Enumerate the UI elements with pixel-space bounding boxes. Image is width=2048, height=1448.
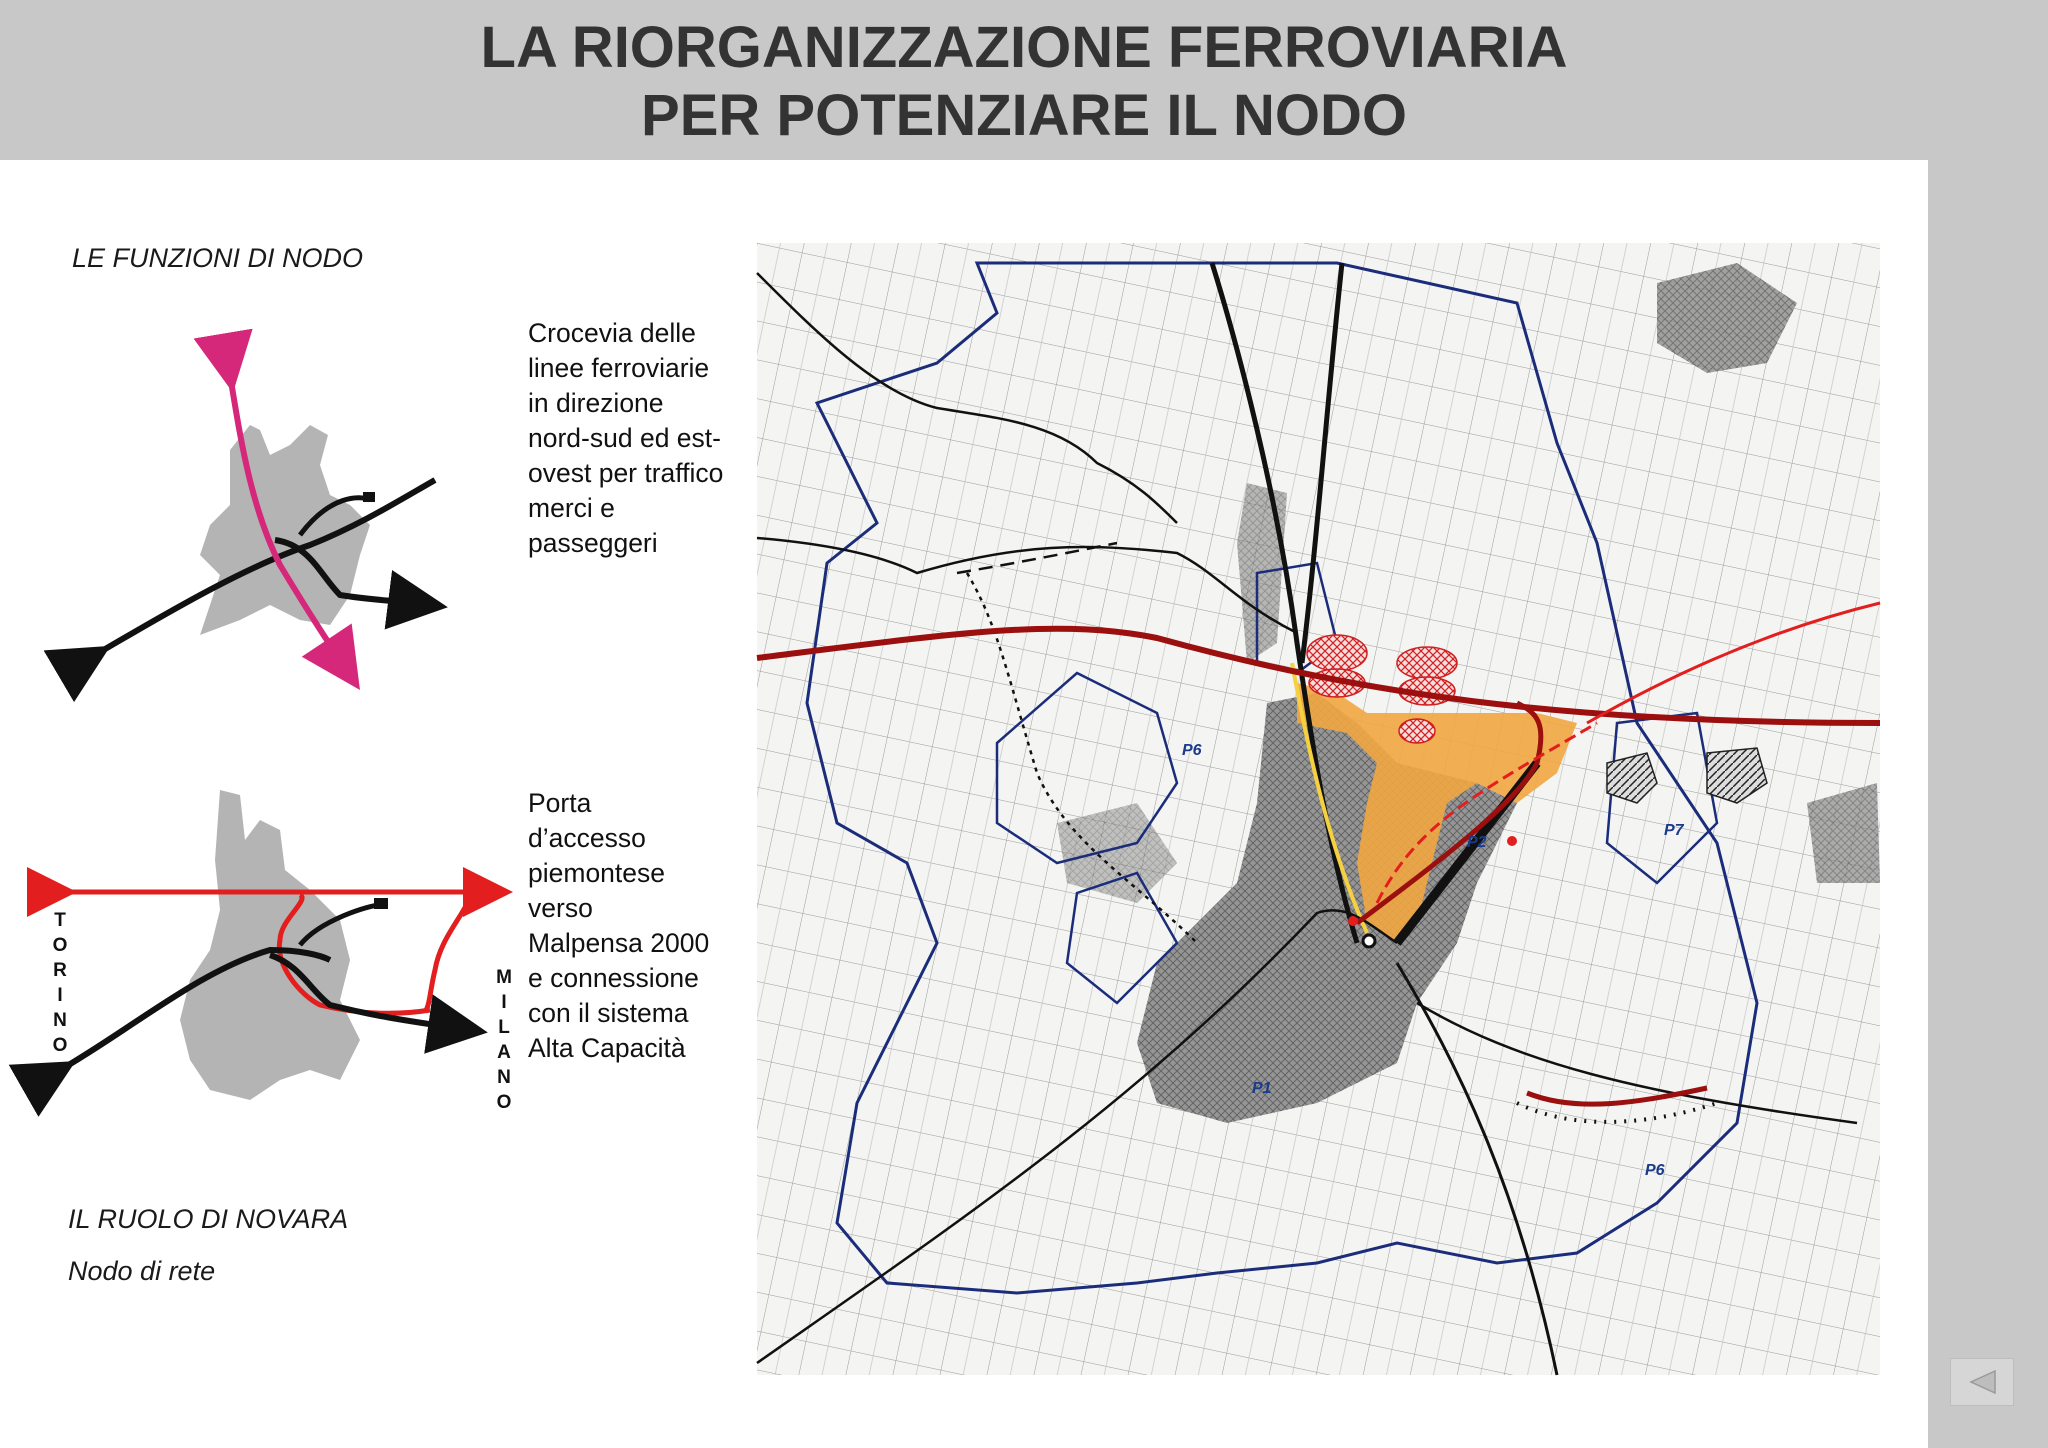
- rail-link-red-2: [425, 898, 470, 1012]
- city-label-milano: [492, 965, 516, 1115]
- desc2-line: verso: [528, 893, 593, 923]
- letter: O: [52, 1035, 68, 1056]
- header-bar: [0, 0, 2048, 160]
- desc2-line: piemontese: [528, 858, 666, 888]
- hatched-area-red: [1399, 719, 1435, 743]
- desc1-line: linee ferroviarie: [528, 353, 710, 383]
- hatched-area-red: [1397, 647, 1457, 679]
- area-label-p1: P1: [1252, 1080, 1272, 1097]
- page-title-line-2: PER POTENZIARE IL NODO: [641, 83, 1407, 148]
- letter: N: [497, 1067, 511, 1088]
- area-label-p2: P2: [1467, 834, 1487, 851]
- desc2-line: Porta: [528, 788, 592, 818]
- back-button[interactable]: [1950, 1358, 2014, 1406]
- station-marker: [1348, 916, 1358, 926]
- triangle-left-icon: [1967, 1369, 1997, 1395]
- desc1-line: Crocevia delle: [528, 318, 696, 348]
- letter: L: [498, 1017, 510, 1038]
- page-title-line-1: LA RIORGANIZZAZIONE FERROVIARIA: [480, 15, 1568, 80]
- letter: I: [501, 992, 507, 1013]
- letter: N: [53, 1010, 67, 1031]
- letter: I: [57, 985, 63, 1006]
- diagram-access-gate: [40, 780, 520, 1120]
- letter: T: [54, 910, 66, 931]
- right-side-band: [1928, 160, 2048, 1448]
- area-label-p6-east: P6: [1645, 1162, 1665, 1179]
- description-porta: [528, 786, 709, 1066]
- desc2-line: e connessione: [528, 963, 699, 993]
- desc2-line: d’accesso: [528, 823, 646, 853]
- desc1-line: ovest per traffico: [528, 458, 724, 488]
- railway-map-drawing: [757, 243, 1880, 1375]
- desc1-line: merci e: [528, 493, 615, 523]
- station-marker: [1507, 836, 1517, 846]
- railway-map: [757, 243, 1880, 1375]
- city-silhouette: [180, 790, 360, 1100]
- letter: M: [496, 967, 512, 988]
- desc2-line: Malpensa 2000: [528, 928, 710, 958]
- letter: O: [496, 1092, 512, 1113]
- section-title-ruolo: IL RUOLO DI NOVARA: [68, 1204, 349, 1234]
- letter: O: [52, 935, 68, 956]
- desc1-line: in direzione: [528, 388, 664, 418]
- city-label-torino: [48, 908, 72, 1058]
- section-title-funzioni: LE FUNZIONI DI NODO: [72, 243, 364, 273]
- letter: A: [497, 1042, 511, 1063]
- letter: R: [53, 960, 67, 981]
- desc1-line: passeggeri: [528, 528, 658, 558]
- area-label-p7: P7: [1664, 822, 1684, 839]
- desc2-line: Alta Capacità: [528, 1033, 686, 1063]
- desc2-line: con il sistema: [528, 998, 689, 1028]
- area-label-p6-west: P6: [1182, 742, 1202, 759]
- station-marker: [1363, 935, 1375, 947]
- diagram-node-functions: [80, 355, 480, 695]
- section-subtitle-nodo: Nodo di rete: [68, 1256, 216, 1286]
- desc1-line: nord-sud ed est-: [528, 423, 721, 453]
- description-crocevia: [528, 316, 723, 561]
- hatched-area-red: [1307, 635, 1367, 671]
